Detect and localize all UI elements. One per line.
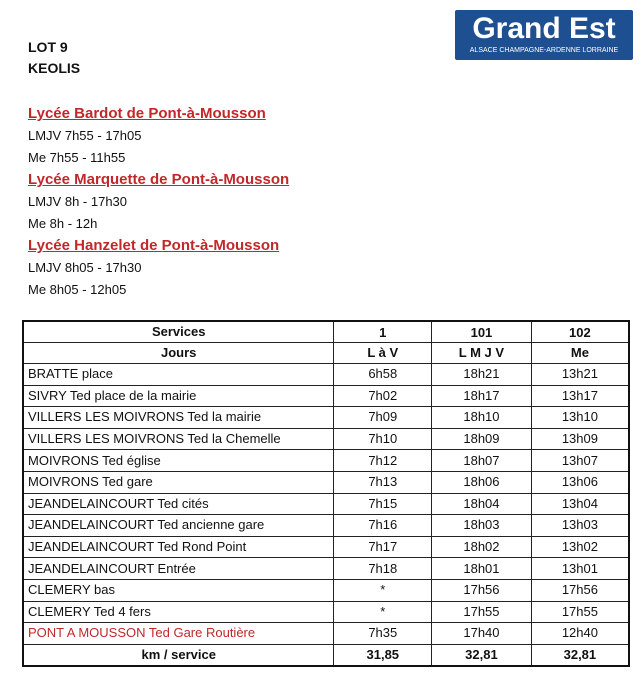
- stop-name: BRATTE place: [23, 364, 334, 386]
- stop-time: 12h40: [531, 623, 629, 645]
- stop-time: 13h21: [531, 364, 629, 386]
- stop-time: 17h56: [531, 579, 629, 601]
- km-value: 32,81: [531, 644, 629, 666]
- table-row: [23, 471, 629, 493]
- table-row: [23, 515, 629, 537]
- km-value: 31,85: [334, 644, 432, 666]
- services-label: Services: [23, 321, 334, 343]
- stop-time: 7h15: [334, 493, 432, 515]
- stop-time: 13h09: [531, 428, 629, 450]
- table-row: [23, 623, 629, 645]
- stop-time: 17h55: [531, 601, 629, 623]
- stop-time: 13h01: [531, 558, 629, 580]
- stop-time: 13h02: [531, 536, 629, 558]
- stop-name: MOIVRONS Ted gare: [23, 471, 334, 493]
- stop-time: 13h04: [531, 493, 629, 515]
- stop-time: 18h10: [432, 407, 532, 429]
- lot-header: [28, 37, 80, 79]
- stop-name: PONT A MOUSSON Ted Gare Routière: [23, 623, 334, 645]
- stop-time: 7h13: [334, 471, 432, 493]
- timetable-body: [23, 321, 629, 666]
- stop-time: 13h07: [531, 450, 629, 472]
- stop-name: SIVRY Ted place de la mairie: [23, 385, 334, 407]
- stop-time: 18h04: [432, 493, 532, 515]
- stop-time: 7h10: [334, 428, 432, 450]
- table-row: [23, 601, 629, 623]
- stop-time: 18h07: [432, 450, 532, 472]
- service-days: L M J V: [432, 343, 532, 364]
- stop-time: 18h06: [432, 471, 532, 493]
- stop-time: 7h17: [334, 536, 432, 558]
- stop-time: 13h03: [531, 515, 629, 537]
- table-row: [23, 407, 629, 429]
- stop-time: 18h03: [432, 515, 532, 537]
- table-row: [23, 579, 629, 601]
- stop-time: 6h58: [334, 364, 432, 386]
- school-hours: Me 7h55 - 11h55: [28, 150, 126, 165]
- service-number: 102: [531, 321, 629, 343]
- stop-time: 7h09: [334, 407, 432, 429]
- service-days: Me: [531, 343, 629, 364]
- schools-section: [28, 103, 448, 301]
- school-hours: Me 8h - 12h: [28, 216, 98, 231]
- timetable: [22, 320, 630, 667]
- stop-time: 7h18: [334, 558, 432, 580]
- stop-name: CLEMERY bas: [23, 579, 334, 601]
- stop-time: 18h01: [432, 558, 532, 580]
- km-row: [23, 644, 629, 666]
- stop-name: CLEMERY Ted 4 fers: [23, 601, 334, 623]
- stop-name: JEANDELAINCOURT Ted ancienne gare: [23, 515, 334, 537]
- stop-time: 13h06: [531, 471, 629, 493]
- stop-name: MOIVRONS Ted église: [23, 450, 334, 472]
- stop-time: 18h21: [432, 364, 532, 386]
- stop-time: 7h02: [334, 385, 432, 407]
- grand-est-logo: [455, 10, 633, 60]
- service-days: L à V: [334, 343, 432, 364]
- stop-time: 17h56: [432, 579, 532, 601]
- stop-name: VILLERS LES MOIVRONS Ted la mairie: [23, 407, 334, 429]
- table-row: [23, 558, 629, 580]
- school-hours: LMJV 8h05 - 17h30: [28, 260, 142, 275]
- days-row: [23, 343, 629, 364]
- stop-time: 18h17: [432, 385, 532, 407]
- stop-time: 13h17: [531, 385, 629, 407]
- school-hours: LMJV 7h55 - 17h05: [28, 128, 142, 143]
- days-label: Jours: [23, 343, 334, 364]
- school-name: Lycée Marquette de Pont-à-Mousson: [28, 171, 290, 188]
- stop-time: 18h02: [432, 536, 532, 558]
- school-name: Lycée Bardot de Pont-à-Mousson: [28, 105, 266, 122]
- school-hours: LMJV 8h - 17h30: [28, 194, 128, 209]
- stop-time: 17h40: [432, 623, 532, 645]
- table-row: [23, 428, 629, 450]
- stop-time: 7h16: [334, 515, 432, 537]
- table-row: [23, 450, 629, 472]
- stop-name: JEANDELAINCOURT Ted Rond Point: [23, 536, 334, 558]
- table-row: [23, 385, 629, 407]
- table-row: [23, 536, 629, 558]
- school-name: Lycée Hanzelet de Pont-à-Mousson: [28, 237, 280, 254]
- stop-time: *: [334, 579, 432, 601]
- stop-name: JEANDELAINCOURT Ted cités: [23, 493, 334, 515]
- logo-title: Grand Est: [472, 12, 616, 45]
- stop-name: VILLERS LES MOIVRONS Ted la Chemelle: [23, 428, 334, 450]
- school-hours: Me 8h05 - 12h05: [28, 282, 127, 297]
- stop-time: *: [334, 601, 432, 623]
- table-row: [23, 364, 629, 386]
- stop-name: JEANDELAINCOURT Entrée: [23, 558, 334, 580]
- km-value: 32,81: [432, 644, 532, 666]
- operator-name: KEOLIS: [28, 60, 81, 76]
- logo-subtitle: ALSACE CHAMPAGNE-ARDENNE LORRAINE: [469, 47, 619, 54]
- services-row: [23, 321, 629, 343]
- stop-time: 7h35: [334, 623, 432, 645]
- stop-time: 18h09: [432, 428, 532, 450]
- table-row: [23, 493, 629, 515]
- service-number: 1: [334, 321, 432, 343]
- km-label: km / service: [23, 644, 334, 666]
- service-number: 101: [432, 321, 532, 343]
- stop-time: 13h10: [531, 407, 629, 429]
- lot-number: LOT 9: [28, 39, 68, 55]
- stop-time: 7h12: [334, 450, 432, 472]
- stop-time: 17h55: [432, 601, 532, 623]
